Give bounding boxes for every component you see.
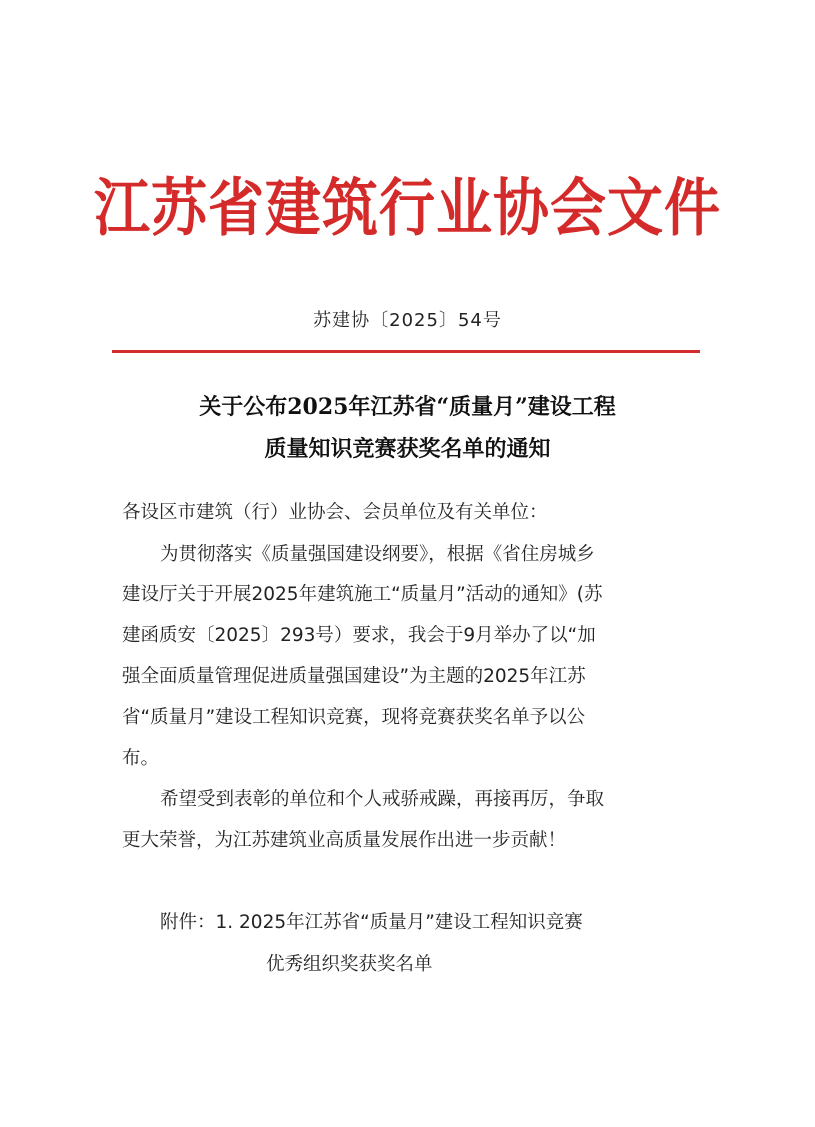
paragraph-1-line: 为贯彻落实《质量强国建设纲要》，根据《省住房城乡 bbox=[160, 544, 595, 565]
paragraph-1-line: 省“质量月”建设工程知识竞赛，现将竞赛获奖名单予以公 bbox=[122, 707, 586, 728]
paragraph-1-line: 建函质安〔2025〕293号）要求，我会于9月举办了以“加 bbox=[122, 625, 596, 646]
notice-title-line-1: 关于公布2025年江苏省“质量月”建设工程 bbox=[199, 394, 616, 420]
paragraph-1-line: 强全面质量管理促进质量强国建设”为主题的2025年江苏 bbox=[122, 666, 586, 687]
notice-title-line-2: 质量知识竞赛获奖名单的通知 bbox=[264, 436, 551, 462]
attachment-line-2: 优秀组织奖获奖名单 bbox=[266, 954, 433, 975]
red-divider bbox=[112, 350, 700, 353]
salutation: 各设区市建筑（行）业协会、会员单位及有关单位： bbox=[122, 502, 548, 523]
paragraph-2-line: 更大荣誉，为江苏建筑业高质量发展作出进一步贡献！ bbox=[122, 830, 567, 851]
attachment-line-1: 附件：1. 2025年江苏省“质量月”建设工程知识竞赛 bbox=[160, 912, 583, 933]
document-number: 苏建协〔2025〕54号 bbox=[313, 310, 502, 331]
masthead-title: 江苏省建筑行业协会文件 bbox=[94, 171, 721, 245]
paragraph-1-line: 建设厅关于开展2025年建筑施工“质量月”活动的通知》(苏 bbox=[122, 584, 603, 605]
paragraph-2-line: 希望受到表彰的单位和个人戒骄戒躁，再接再厉，争取 bbox=[160, 789, 605, 810]
paragraph-1-line: 布。 bbox=[122, 748, 160, 769]
